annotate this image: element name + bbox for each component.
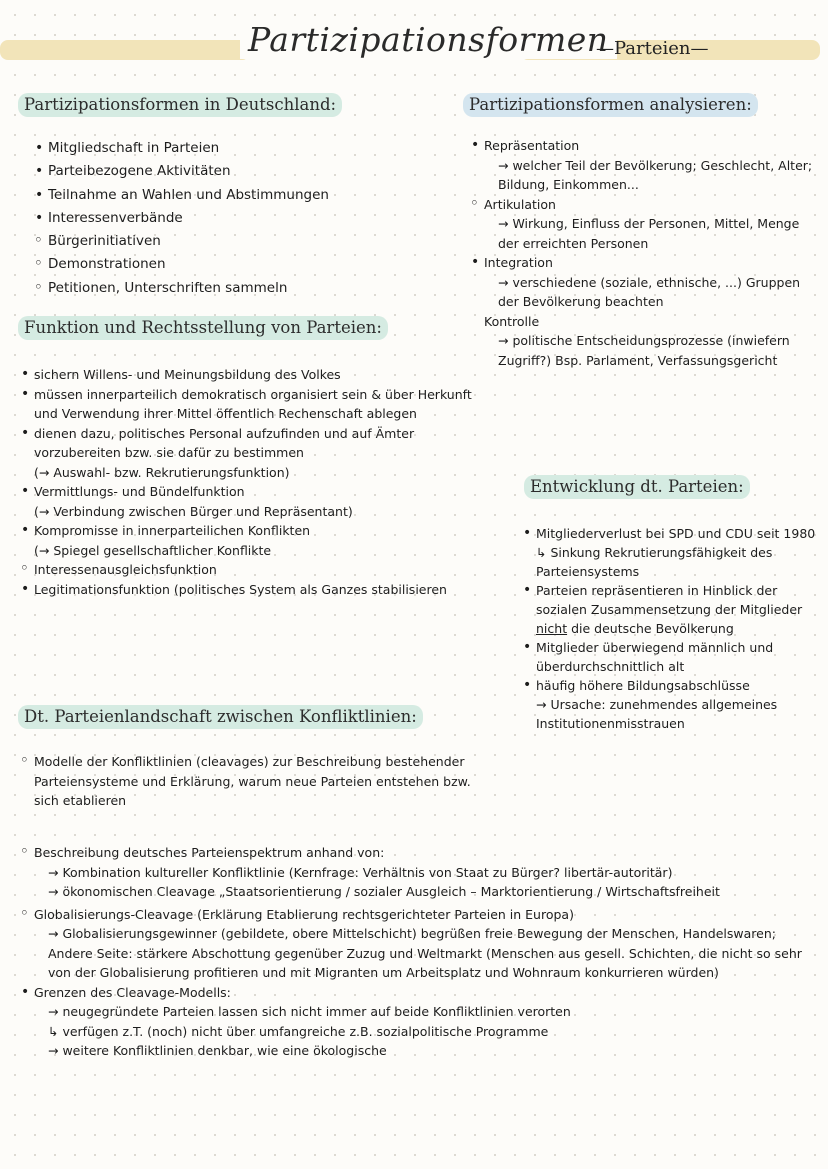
sub-item: (→ Verbindung zwischen Bürger und Repräsentant) [34, 503, 353, 519]
sub-item: → Kombination kultureller Konfliktlinie (Kernfrage: Verhältnis von Staat zu Bürger? libertär-autoritär) [48, 864, 673, 880]
list-item: • sichern Willens- und Meinungsbildung des Volkes [34, 365, 486, 385]
list-partizipation-de [48, 137, 448, 300]
list-item: • Vermittlungs- und Bündelfunktion (→ Verbindung zwischen Bürger und Repräsentant) [34, 482, 486, 521]
list-item: • dienen dazu, politisches Personal aufzufinden und auf Ämter vorzubereiten bzw. sie dafür zu bestimmen (→ Auswahl- bzw. Rekrutierungsfunktion) [34, 424, 486, 483]
list-item: • Repräsentation → welcher Teil der Bevölkerung; Geschlecht, Alter; Bildung, Einkommen... [484, 136, 818, 195]
sub-item: → Ursache: zunehmendes allgemeines Institutionenmisstrauen [536, 697, 778, 731]
list-item: Kontrolle → politische Entscheidungsprozesse (inwiefern Zugriff?) Bsp. Parlament, Verfassungsgericht [484, 312, 818, 371]
title-band-left [0, 40, 250, 60]
sub-item: ↳ Sinkung Rekrutierungsfähigkeit des Parteiensystems [536, 545, 773, 579]
sub-item: → neugegründete Parteien lassen sich nicht immer auf beide Konfliktlinien verorten [48, 1004, 571, 1019]
sub-item: → ökonomischen Cleavage „Staatsorientierung / sozialer Ausgleich – Marktorientierung / Wirtschaftsfreiheit [48, 884, 720, 899]
heading-konfliktlinien: Dt. Parteienlandschaft zwischen Konfliktlinien: [18, 705, 423, 729]
list-analysieren [484, 136, 818, 370]
page-subtitle: —Parteien— [596, 38, 709, 59]
heading-entwicklung: Entwicklung dt. Parteien: [524, 475, 750, 499]
list-konfliktlinien-wide [34, 843, 820, 1061]
list-item: ◦ Interessenausgleichsfunktion [34, 560, 486, 580]
list-item: • Teilnahme an Wahlen und Abstimmungen [48, 184, 448, 207]
list-item: ◦ Globalisierungs-Cleavage (Erklärung Etablierung rechtsgerichteter Parteien in Europa) → Globalisierungsgewinner (gebildete, obere Mittelschicht) begrüßen freie Bewegung der Menschen, Handelswaren; Andere Seite: stärkere Abschottung gegenüber Zuzug und Weltmarkt (Menschen aus gesell. Schichten, die nicht so sehr von der Globalisierung profitieren und mit Migranten um Arbeitsplatz und Wohnraum konkurrieren würden) [34, 905, 820, 983]
list-item: • häufig höhere Bildungsabschlüsse → Ursache: zunehmendes allgemeines Institutionenmisstrauen [536, 676, 820, 733]
heading-funktion: Funktion und Rechtsstellung von Parteien: [18, 316, 388, 340]
sub-item: (→ Spiegel gesellschaftlicher Konflikte [34, 542, 272, 558]
list-item: • Grenzen des Cleavage-Modells: → neugegründete Parteien lassen sich nicht immer auf beide Konfliktlinien verorten ↳ verfügen z.T. (noch) nicht über umfangreiche z.B. sozialpolitische Programme → weitere Konfliktlinien denkbar, wie eine ökologische [34, 983, 820, 1061]
list-item: • Parteien repräsentieren in Hinblick der sozialen Zusammensetzung der Mitglieder nicht die deutsche Bevölkerung [536, 581, 820, 638]
sub-item: → Globalisierungsgewinner (gebildete, obere Mittelschicht) begrüßen freie Bewegung der Menschen, Handelswaren; Andere Seite: stärkere Abschottung gegenüber Zuzug und Weltmarkt (Menschen aus gesell. Schichten, die nicht so sehr von der Globalisierung profitieren und mit Migranten um Arbeitsplatz und Wohnraum konkurrieren würden) [48, 926, 802, 980]
list-item: • Integration → verschiedene (soziale, ethnische, ...) Gruppen der Bevölkerung beachten [484, 253, 818, 312]
list-item: • Mitglieder überwiegend männlich und überdurchschnittlich alt [536, 638, 820, 676]
list-item: ◦ Beschreibung deutsches Parteienspektrum anhand von: → Kombination kultureller Konfliktlinie (Kernfrage: Verhältnis von Staat zu Bürger? libertär-autoritär) → ökonomischen Cleavage „Staatsorientierung / sozialer Ausgleich – Marktorientierung / Wirtschaftsfreiheit [34, 843, 820, 902]
sub-item: → verschiedene (soziale, ethnische, ...) Gruppen der Bevölkerung beachten [498, 274, 801, 309]
underlined-word: nicht [536, 621, 568, 636]
sub-item: ↳ verfügen z.T. (noch) nicht über umfangreiche z.B. sozialpolitische Programme [48, 1023, 549, 1039]
list-item: ◦ Modelle der Konfliktlinien (cleavages) zur Beschreibung bestehender Parteiensysteme und Erklärung, warum neue Parteien entstehen bzw. sich etablieren [34, 752, 494, 811]
list-item: • Legitimationsfunktion (politisches System als Ganzes stabilisieren [34, 580, 486, 600]
list-item: • Parteibezogene Aktivitäten [48, 160, 448, 183]
list-item: ◦ Artikulation → Wirkung, Einfluss der Personen, Mittel, Menge der erreichten Personen [484, 195, 818, 254]
list-item: • müssen innerparteilich demokratisch organisiert sein & über Herkunft und Verwendung ihrer Mittel öffentlich Rechenschaft ablegen [34, 385, 486, 424]
list-item: • Kompromisse in innerparteilichen Konflikten (→ Spiegel gesellschaftlicher Konflikte [34, 521, 486, 560]
list-item: • Mitgliederverlust bei SPD und CDU seit 1980 ↳ Sinkung Rekrutierungsfähigkeit des Parteiensystems [536, 524, 820, 581]
heading-partizipation-de: Partizipationsformen in Deutschland: [18, 93, 342, 117]
list-item: • Mitgliedschaft in Parteien [48, 137, 448, 160]
list-item: • Interessenverbände [48, 207, 448, 230]
sub-item: (→ Auswahl- bzw. Rekrutierungsfunktion) [34, 464, 290, 480]
list-konfliktlinien [34, 752, 494, 811]
page-title: Partizipationsformen [240, 20, 617, 59]
sub-item: → welcher Teil der Bevölkerung; Geschlecht, Alter; Bildung, Einkommen... [498, 157, 813, 192]
list-funktion [34, 365, 486, 599]
sub-item: → weitere Konfliktlinien denkbar, wie eine ökologische [48, 1043, 387, 1058]
list-item: ◦ Demonstrationen [48, 253, 448, 276]
sub-item: → politische Entscheidungsprozesse (inwiefern Zugriff?) Bsp. Parlament, Verfassungsgericht [498, 333, 790, 368]
sub-item: → Wirkung, Einfluss der Personen, Mittel, Menge der erreichten Personen [498, 216, 800, 251]
heading-analysieren: Partizipationsformen analysieren: [463, 93, 758, 117]
list-entwicklung [536, 524, 820, 733]
list-item: ◦ Petitionen, Unterschriften sammeln [48, 277, 448, 300]
list-item: ◦ Bürgerinitiativen [48, 230, 448, 253]
